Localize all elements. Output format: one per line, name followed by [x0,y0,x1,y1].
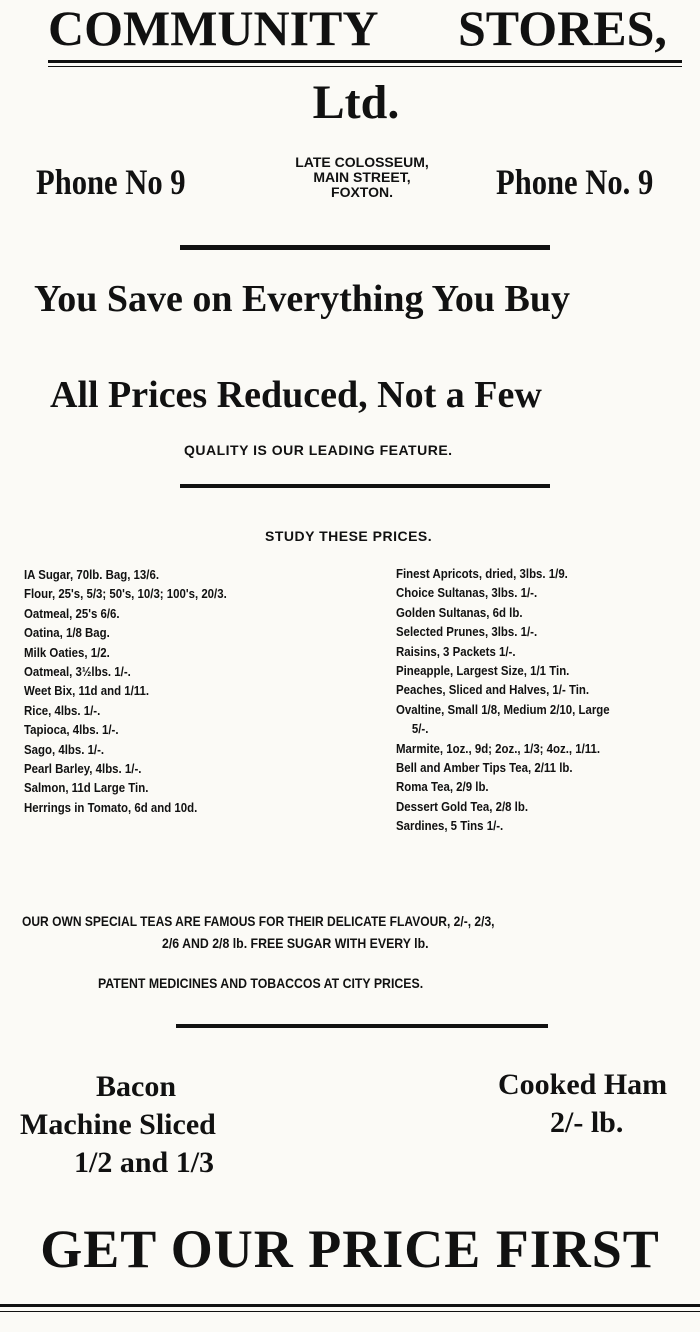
teas-line-1: OUR OWN SPECIAL TEAS ARE FAMOUS FOR THEIR DELICATE FLAVOUR, 2/-, 2/3, [22,913,495,929]
list-item: Pearl Barley, 4lbs. 1/-. [24,761,142,777]
divider-3 [176,1024,548,1028]
list-item: Sardines, 5 Tins 1/-. [396,818,504,834]
footer-slogan: GET OUR PRICE FIRST [40,1219,660,1279]
bacon-price: 1/2 and 1/3 [74,1146,215,1179]
list-item: Pineapple, Largest Size, 1/1 Tin. [396,663,570,679]
list-item: Roma Tea, 2/9 lb. [396,779,489,795]
list-item: Herrings in Tomato, 6d and 10d. [24,799,198,815]
list-item: IA Sugar, 70lb. Bag, 13/6. [24,567,160,582]
price-list-left [24,565,254,817]
slogan-prices-reduced: All Prices Reduced, Not a Few [50,374,542,416]
store-name-ltd: Ltd. [312,76,400,129]
list-item: Golden Sultanas, 6d lb. [396,604,523,620]
list-item: Milk Oaties, 1/2. [24,644,110,660]
address-line-2: MAIN STREET, [313,169,411,185]
header-rule-thick [48,60,682,63]
slogan-save: You Save on Everything You Buy [34,278,570,320]
list-item: Sago, 4lbs. 1/-. [24,741,105,757]
phone-right: Phone No. 9 [496,162,654,202]
list-item: Weet Bix, 11d and 1/11. [24,683,150,699]
address-line-1: LATE COLOSSEUM, [295,154,429,170]
address-line-3: FOXTON. [331,184,393,200]
list-item: Raisins, 3 Packets 1/-. [396,643,516,659]
store-name-community: COMMUNITY [48,0,379,56]
store-address [262,155,462,200]
list-item: Salmon, 11d Large Tin. [24,780,149,796]
footer-rule-thin [0,1311,700,1312]
list-item: Ovaltine, Small 1/8, Medium 2/10, Large [396,701,610,717]
list-item: Dessert Gold Tea, 2/8 lb. [396,798,529,814]
header-rule-thin [48,66,682,67]
list-item: Flour, 25's, 5/3; 50's, 10/3; 100's, 20/3. [24,586,227,602]
list-item: Marmite, 1oz., 9d; 2oz., 1/3; 4oz., 1/11. [396,740,601,756]
medicines-line: PATENT MEDICINES AND TOBACCOS AT CITY PRICES. [98,975,424,991]
list-item: Choice Sultanas, 3lbs. 1/-. [396,585,538,601]
list-item: Bell and Amber Tips Tea, 2/11 lb. [396,760,573,776]
list-item: Oatmeal, 3½lbs. 1/-. [24,664,131,680]
list-item: Tapioca, 4lbs. 1/-. [24,722,119,738]
footer-rule-thick [0,1304,700,1307]
list-item: Peaches, Sliced and Halves, 1/- Tin. [396,682,590,698]
list-item: Selected Prunes, 3lbs. 1/-. [396,624,538,640]
phone-left: Phone No 9 [36,162,186,202]
price-list-right [396,564,639,836]
bacon-title: Bacon [96,1070,177,1103]
quality-line: QUALITY IS OUR LEADING FEATURE. [184,442,453,458]
list-item: Rice, 4lbs. 1/-. [24,702,101,718]
list-item: Oatina, 1/8 Bag. [24,625,110,641]
list-item: 5/-. [411,721,429,737]
list-item: Finest Apricots, dried, 3lbs. 1/9. [396,566,568,581]
teas-line-2: 2/6 AND 2/8 lb. FREE SUGAR WITH EVERY lb. [162,935,429,951]
divider-1 [180,245,550,250]
prices-heading: STUDY THESE PRICES. [265,528,433,544]
ham-price: 2/- lb. [550,1106,624,1139]
ham-title: Cooked Ham [498,1068,668,1101]
list-item: Oatmeal, 25's 6/6. [24,605,120,621]
store-name-stores: STORES, [458,0,667,56]
bacon-subtitle: Machine Sliced [20,1108,216,1141]
divider-2 [180,484,550,488]
